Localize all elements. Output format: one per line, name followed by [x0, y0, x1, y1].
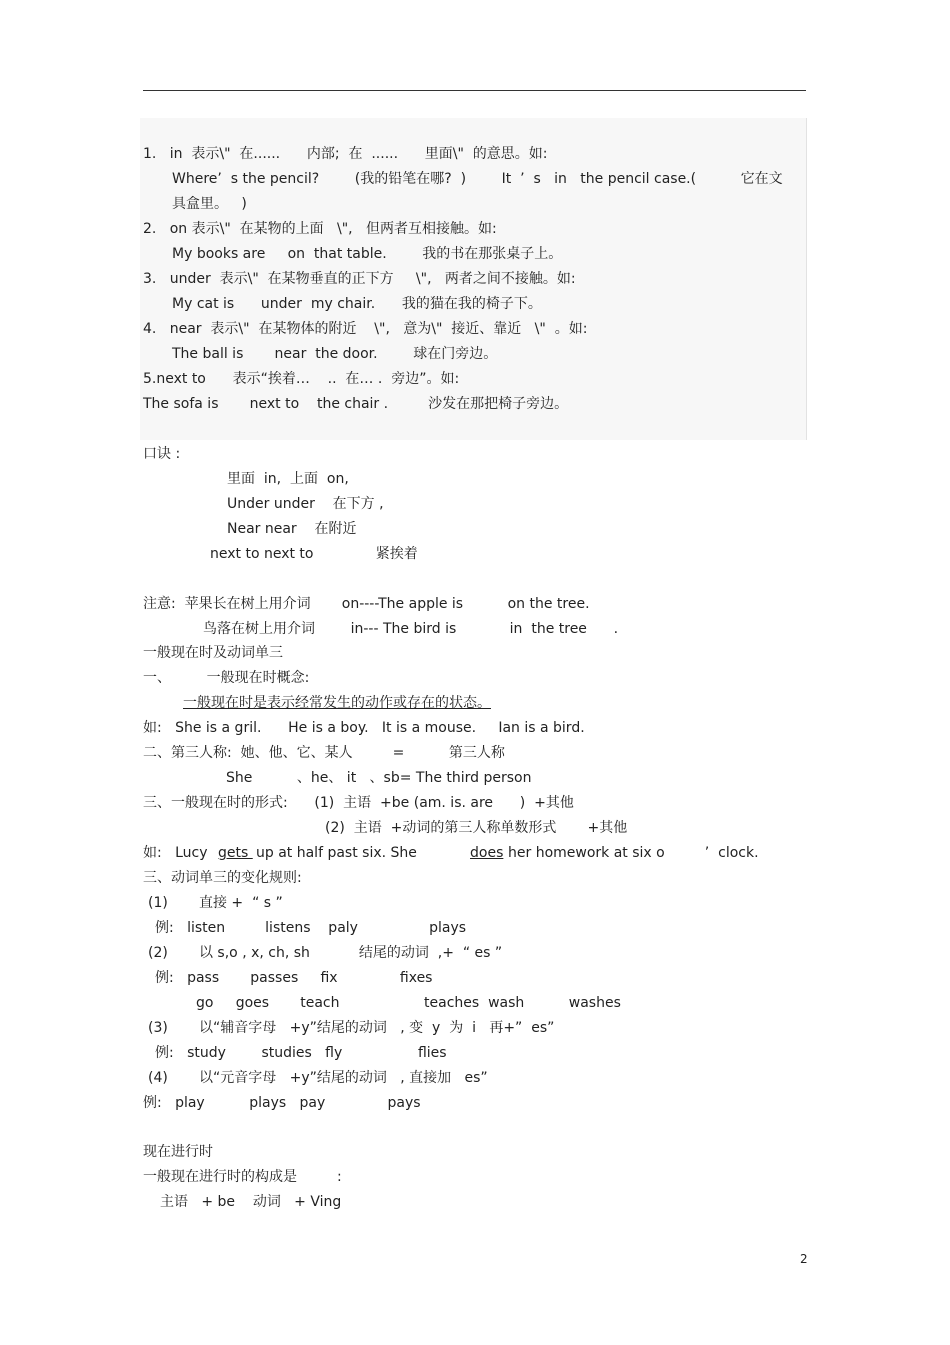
text-line: The ball is near the door. 球在门旁边。: [172, 346, 498, 362]
text-line: 如: Lucy: [143, 845, 217, 861]
text-line: 一、 一般现在时概念:: [143, 670, 310, 686]
text-line: 一般现在时及动词单三: [143, 645, 283, 661]
text-line: My books are on that table. 我的书在那张桌子上。: [172, 246, 563, 262]
text-line: does: [470, 845, 504, 861]
text-line: next to next to 紧挨着: [210, 546, 418, 562]
text-line: 例: listen listens paly plays: [155, 920, 467, 936]
text-line: up at half past six. She: [256, 845, 417, 861]
text-line: Under under 在下方 ,: [227, 496, 384, 512]
text-line: 现在进行时: [143, 1144, 213, 1160]
text-line: 二、第三人称: 她、他、它、某人 = 第三人称: [143, 745, 505, 761]
text-line: She 、he、 it 、sb= The third person: [226, 770, 532, 786]
text-line: 口诀 :: [143, 446, 181, 462]
text-line: 一般现在进行时的构成是 :: [143, 1169, 342, 1185]
text-line: 主语 + be 动词 + Ving: [160, 1194, 342, 1210]
text-line: 三、动词单三的变化规则:: [143, 870, 302, 886]
text-line: 3. under 表示\" 在某物垂直的正下方 \", 两者之间不接触。如:: [143, 271, 576, 287]
text-line: (2) 主语 +动词的第三人称单数形式 +其他: [325, 820, 628, 836]
text-line: My cat is under my chair. 我的猫在我的椅子下。: [172, 296, 542, 312]
text-line: gets: [218, 845, 253, 861]
text-line: Near near 在附近: [227, 521, 357, 537]
text-line: 例: pass passes fix fixes: [155, 970, 433, 986]
header-rule: [143, 90, 806, 91]
text-line: 1. in 表示\" 在...... 内部; 在 ...... 里面\" 的意思。如:: [143, 146, 548, 162]
text-line: 5.next to 表示“挨着… .. 在… . 旁边”。如:: [143, 371, 460, 387]
text-line: 鸟落在树上用介词 in--- The bird is in the tree .: [203, 621, 619, 637]
text-line: 一般现在时是表示经常发生的动作或存在的状态。: [183, 695, 491, 711]
text-line: 例: play plays pay pays: [143, 1095, 421, 1111]
text-line: 2. on 表示\" 在某物的上面 \", 但两者互相接触。如:: [143, 221, 497, 237]
text-line: 如: She is a gril. He is a boy. It is a mouse. Ian is a bird.: [143, 720, 585, 736]
text-line: (1) 直接 + “ s ”: [148, 895, 283, 911]
text-line: 三、一般现在时的形式: (1) 主语 +be (am. is. are ) +其他: [143, 795, 574, 811]
text-line: 4. near 表示\" 在某物体的附近 \", 意为\" 接近、靠近 \" 。如:: [143, 321, 588, 337]
text-line: (4) 以“元音字母 +y”结尾的动词 , 直接加 es”: [148, 1070, 488, 1086]
text-line: (3) 以“辅音字母 +y”结尾的动词 , 变 y 为 i 再+” es”: [148, 1020, 555, 1036]
text-line: 里面 in, 上面 on,: [227, 471, 349, 487]
text-line: 注意: 苹果长在树上用介词 on----The apple is on the tree.: [143, 596, 590, 612]
text-line: 具盒里。 ): [172, 196, 247, 212]
text-line: (2) 以 s,o , x, ch, sh 结尾的动词 ,+ “ es ”: [148, 945, 503, 961]
page-number: 2: [800, 1252, 808, 1266]
text-line: The sofa is next to the chair . 沙发在那把椅子旁边。: [143, 396, 569, 412]
text-line: her homework at six o ’ clock.: [508, 845, 759, 861]
text-line: Where’ s the pencil? (我的铅笔在哪? ) It ’ s in the pencil case.( 它在文: [172, 171, 783, 187]
text-line: 例: study studies fly flies: [155, 1045, 447, 1061]
text-line: go goes teach teaches wash washes: [196, 995, 621, 1011]
